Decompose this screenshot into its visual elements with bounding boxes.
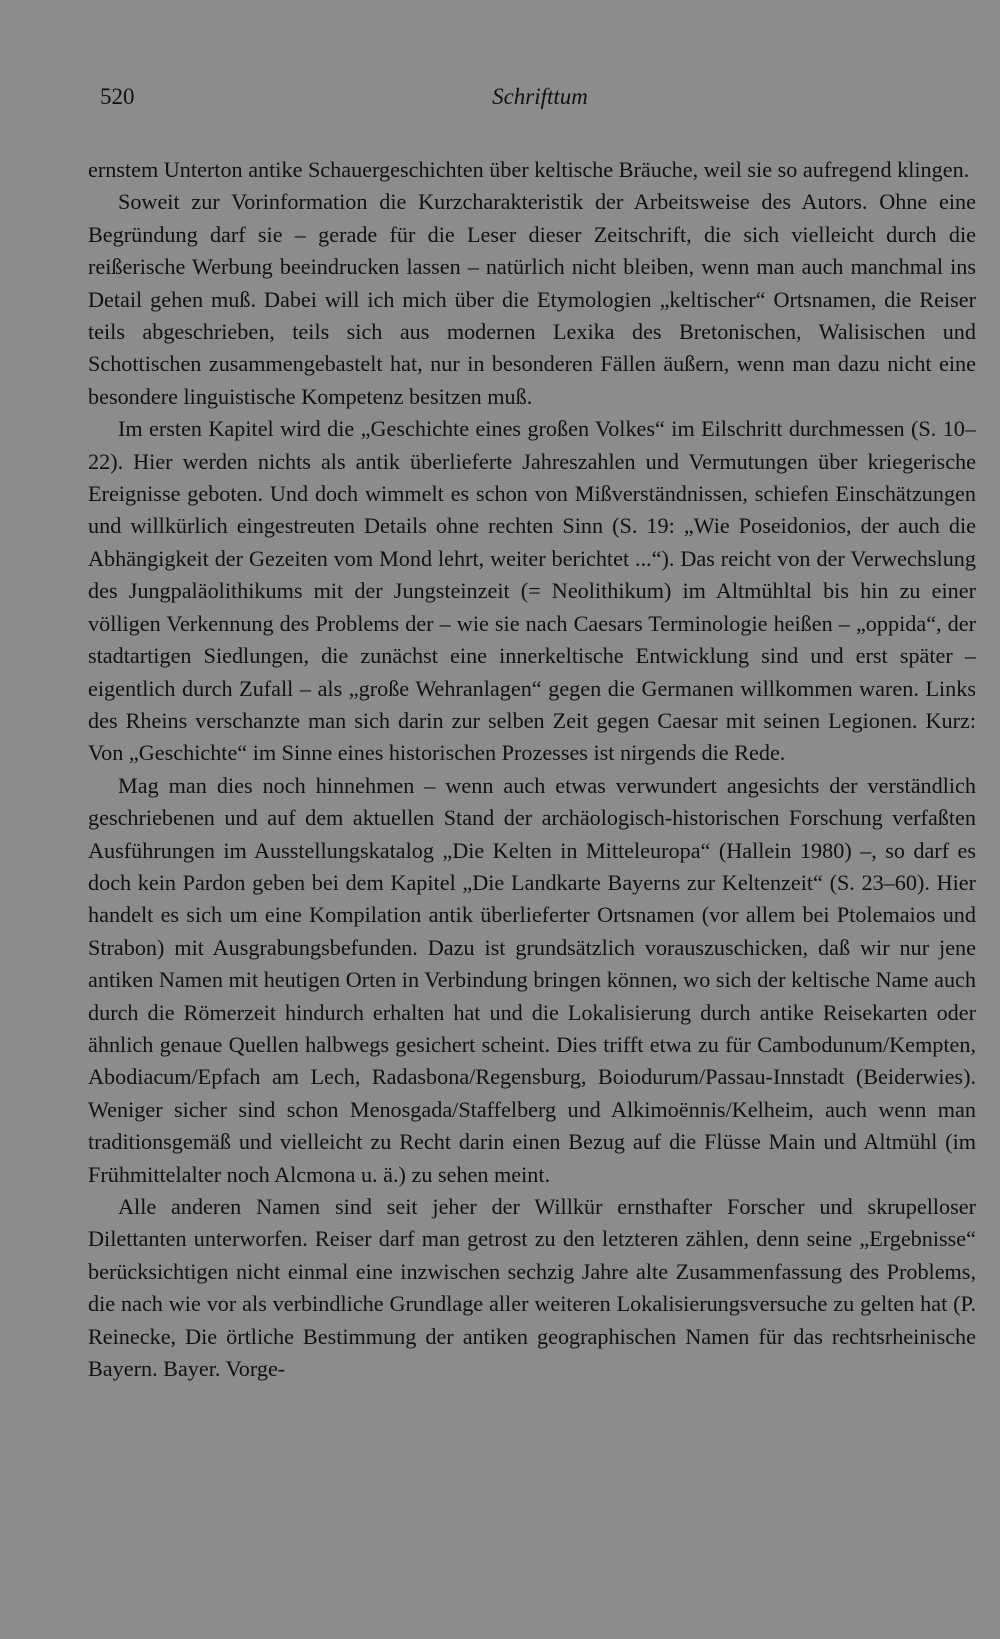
paragraph: Soweit zur Vorinformation die Kurzcharakteristik der Arbeitsweise des Autors. Ohne eine Begründung darf sie – gerade für die Leser dieser Zeitschrift, die sich vielleicht durch die reißerische Werbung beeindrucken lassen – natürlich nicht bleiben, wenn man auch manchmal ins Detail gehen muß. Dabei will ich mich über die Etymologien „keltischer“ Ortsnamen, die Reiser teils abgeschrieben, teils sich aus modernen Lexika des Bretonischen, Walisischen und Schottischen zusammengebastelt hat, nur in besonderen Fällen äußern, wenn man dazu nicht eine besondere linguistische Kompetenz besitzen muß. xyxy=(88,189,976,409)
running-title: Schrifttum xyxy=(492,84,588,109)
paragraph: Alle anderen Namen sind seit jeher der Willkür ernsthafter Forscher und skrupelloser Dilettanten unterworfen. Reiser darf man getrost zu den letzteren zählen, denn seine „Ergebnisse“ berücksichtigen nicht einmal eine inzwischen sechzig Jahre alte Zusammenfassung des Problems, die nach wie vor als verbindliche Grundlage aller weiteren Lokalisierungsversuche zu gelten hat (P. Reinecke, Die örtliche Bestimmung der antiken geographischen Namen für das rechtsrheinische Bayern. Bayer. Vorge- xyxy=(88,1194,976,1382)
body-text xyxy=(88,154,976,1385)
paragraph: ernstem Unterton antike Schauergeschichten über keltische Bräuche, weil sie so aufregend klingen. xyxy=(88,157,970,182)
paragraph: Mag man dies noch hinnehmen – wenn auch etwas verwundert angesichts der verständlich geschriebenen und auf dem aktuellen Stand der archäologisch-historischen Forschung verfaßten Ausführungen im Ausstellungskatalog „Die Kelten in Mitteleuropa“ (Hallein 1980) –, so darf es doch kein Pardon geben bei dem Kapitel „Die Landkarte Bayerns zur Keltenzeit“ (S. 23–60). Hier handelt es sich um eine Kompilation antik überlieferter Ortsnamen (vor allem bei Ptolemaios und Strabon) mit Ausgrabungsbefunden. Dazu ist grundsätzlich vorauszuschicken, daß wir nur jene antiken Namen mit heutigen Orten in Verbindung bringen können, wo sich der keltische Name auch durch die Römerzeit hindurch erhalten hat und die Lokalisierung durch antike Reisekarten oder ähnlich genaue Quellen halbwegs gesichert scheint. Dies trifft etwa zu für Cambodunum/Kempten, Abodiacum/Epfach am Lech, Radasbona/Regensburg, Boiodurum/Passau-Innstadt (Beiderwies). Weniger sicher sind schon Menosgada/Staffelberg und Alkimoënnis/Kelheim, auch wenn man traditionsgemäß und vielleicht zu Recht darin einen Bezug auf die Flüsse Main und Altmühl (im Frühmittelalter noch Alcmona u. ä.) zu sehen meint. xyxy=(88,772,976,1187)
page-header xyxy=(100,84,980,120)
page-number: 520 xyxy=(100,84,135,109)
paragraph: Im ersten Kapitel wird die „Geschichte eines großen Volkes“ im Eilschritt durchmessen (S. 10–22). Hier werden nichts als antik überlieferte Jahreszahlen und Vermutungen über kriegerische Ereignisse geboten. Und doch wimmelt es schon von Mißverständnissen, schiefen Einschätzungen und willkürlich eingestreuten Details ohne rechten Sinn (S. 19: „Wie Poseidonios, der auch die Abhängigkeit der Gezeiten vom Mond lehrt, weiter berichtet ...“). Das reicht von der Verwechslung des Jungpaläolithikums mit der Jungsteinzeit (= Neolithikum) im Altmühltal bis hin zu einer völligen Verkennung des Problems der – wie sie nach Caesars Terminologie heißen – „oppida“, der stadtartigen Siedlungen, die zunächst eine innerkeltische Entwicklung sind und erst später – eigentlich durch Zufall – als „große Wehranlagen“ gegen die Germanen willkommen waren. Links des Rheins verschanzte man sich darin zur selben Zeit gegen Caesar mit seinen Legionen. Kurz: Von „Geschichte“ im Sinne eines historischen Prozesses ist nirgends die Rede. xyxy=(88,416,976,766)
